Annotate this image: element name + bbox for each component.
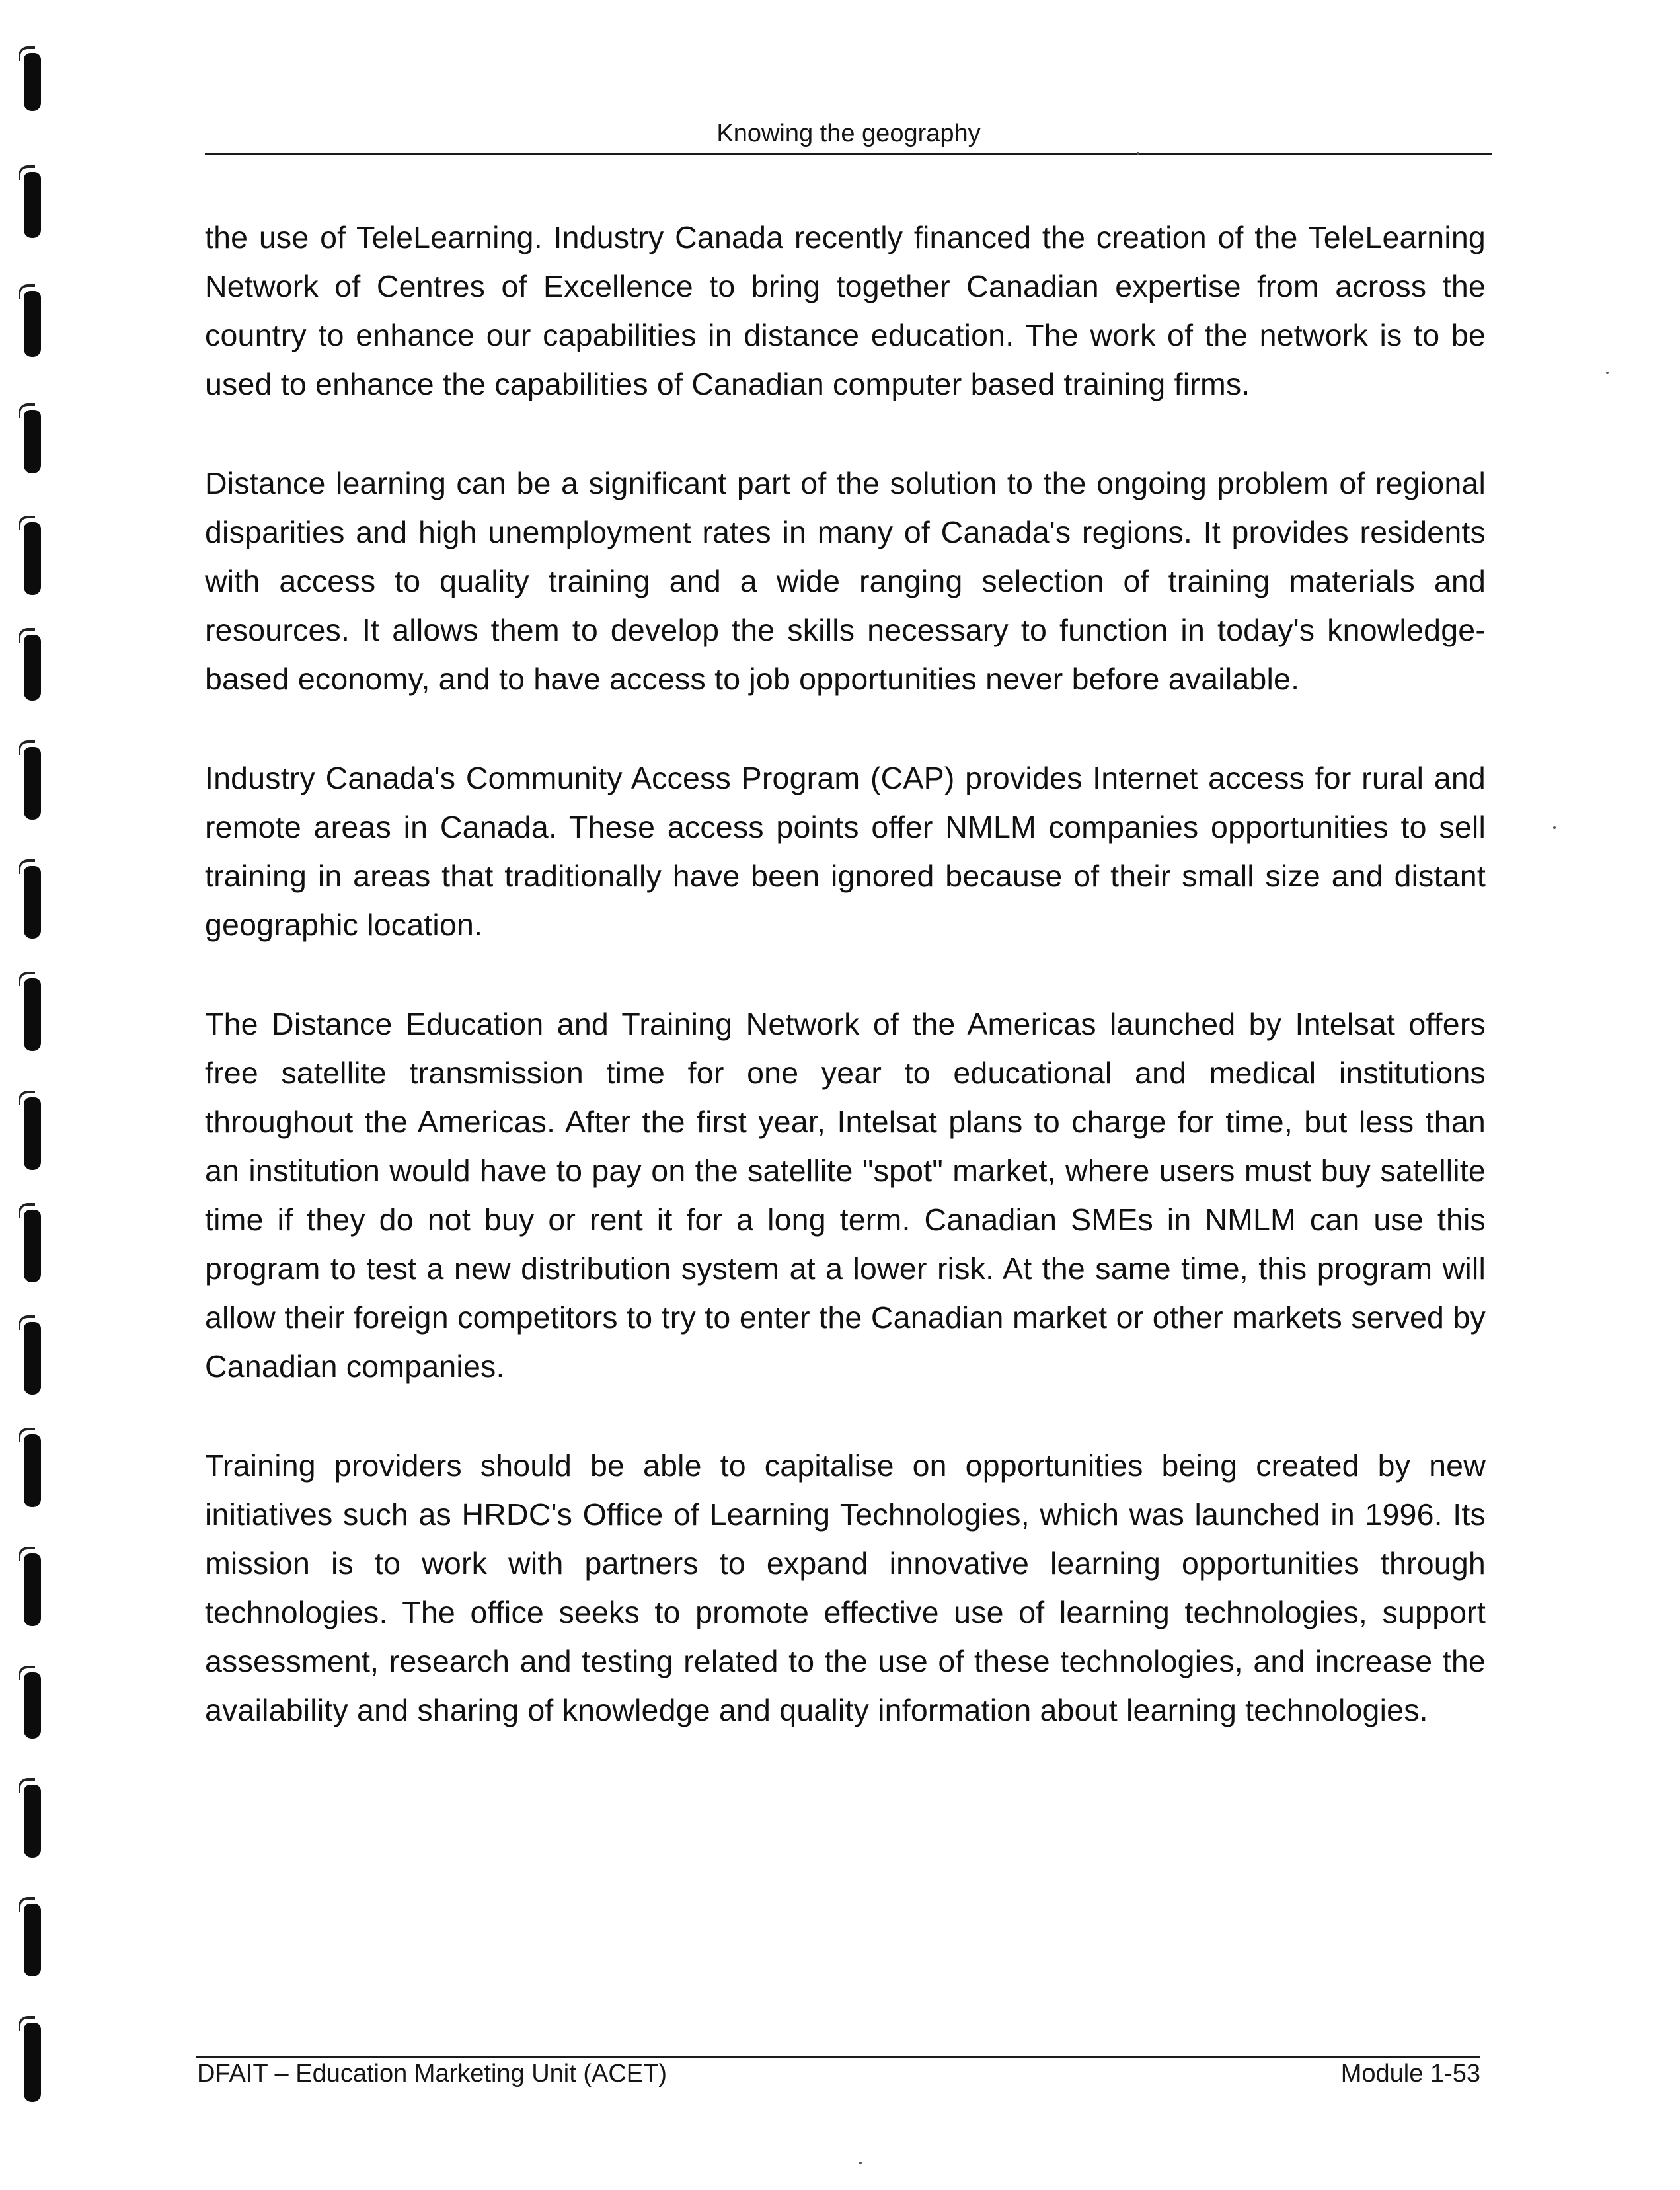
binder-mark — [24, 522, 41, 595]
scan-speck — [1553, 826, 1556, 829]
binder-mark — [24, 1097, 41, 1170]
binder-mark — [24, 1322, 41, 1395]
scan-speck — [859, 2162, 862, 2164]
footer-page-number: Module 1-53 — [1340, 2060, 1480, 2088]
paragraph: The Distance Education and Training Network of the Americas launched by Intelsat offers free satellite transmission time for one year to educational and medical institutions throughout the Americas. After the first year, Intelsat plans to charge for time, but less than an institution would have to pay on the satellite "spot" market, where users must buy satellite time if they do not buy or rent it for a long term. Canadian SMEs in NMLM can use this program to test a new distribution system at a lower risk. At the same time, this program will allow their foreign competitors to try to enter the Canadian market or other markets served by Canadian companies. — [205, 1007, 1486, 1384]
running-header: Knowing the geography — [716, 120, 981, 147]
binder-mark — [24, 1210, 41, 1282]
paragraph: the use of TeleLearning. Industry Canada recently financed the creation of the TeleLearning Network of Centres of Excellence to bring together Canadian expertise from across the country to enhance our capabilities in distance education. The work of the network is to be used to enhance the capabilities of Canadian computer based training firms. — [205, 220, 1486, 401]
binder-mark — [24, 1434, 41, 1507]
binder-mark — [24, 2023, 41, 2102]
binder-mark — [24, 172, 41, 238]
footer-publisher: DFAIT – Education Marketing Unit (ACET) — [197, 2060, 667, 2088]
paragraph: Distance learning can be a significant part of the solution to the ongoing problem of regional disparities and high unemployment rates in many of Canada's regions. It provides residents with access to quality training and a wide ranging selection of training materials and resources. It allows them to develop the skills necessary to function in today's knowledge-based economy, and to have access to job opportunities never before available. — [205, 466, 1486, 696]
header-rule — [205, 153, 1492, 155]
binder-mark — [24, 1553, 41, 1626]
binder-mark — [24, 635, 41, 701]
binder-mark — [24, 1672, 41, 1739]
binder-hole-marks — [15, 40, 54, 2155]
binder-mark — [24, 1785, 41, 1858]
binder-mark — [24, 747, 41, 820]
paragraph: Training providers should be able to capitalise on opportunities being created by new initiatives such as HRDC's Office of Learning Technologies, which was launched in 1996. Its mission is to work with partners to expand innovative learning opportunities through technologies. The office seeks to promote effective use of learning technologies, support assessment, research and testing related to the use of these technologies, and increase the availability and sharing of knowledge and quality information about learning technologies. — [205, 1448, 1486, 1727]
body-text — [205, 213, 1486, 1785]
binder-mark — [24, 53, 41, 111]
binder-mark — [24, 291, 41, 357]
binder-mark — [24, 978, 41, 1051]
scan-speck — [1606, 372, 1609, 374]
scan-speck — [1137, 152, 1139, 155]
binder-mark — [24, 410, 41, 473]
binder-mark — [24, 1904, 41, 1976]
binder-mark — [24, 866, 41, 939]
paragraph: Industry Canada's Community Access Program (CAP) provides Internet access for rural and remote areas in Canada. These access points offer NMLM companies opportunities to sell training in areas that traditionally have been ignored because of their small size and distant geographic location. — [205, 761, 1486, 942]
